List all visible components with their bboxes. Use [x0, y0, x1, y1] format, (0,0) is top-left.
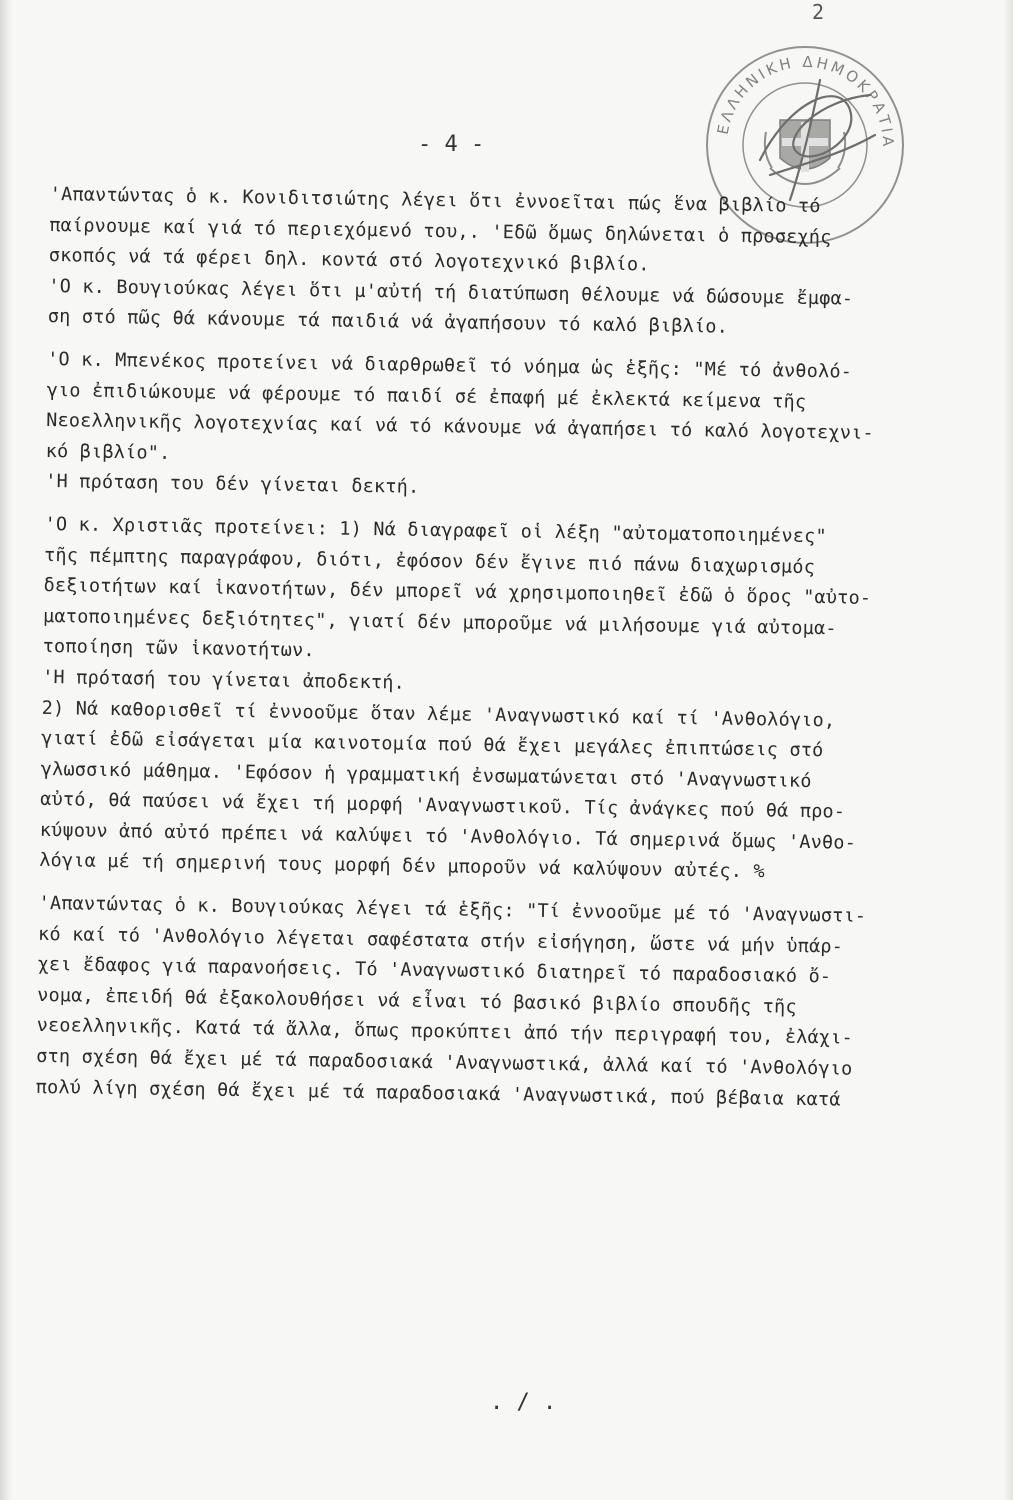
text-line: 'Η πρόταση του δέν γίνεται δεκτή. — [45, 471, 420, 499]
text-line: χει ἔδαφος γιά παρανοήσεις. Τό 'Αναγνωστικό διατηρεῖ τό παραδοσιακό ὄ- — [37, 954, 832, 988]
page-right-edge — [1003, 0, 1013, 1500]
text-line: γιο ἐπιδιώκουμε νά φέρουμε τό παιδί σέ ἐπαφή μέ ἐκλεκτά κείμενα τῆς — [46, 379, 807, 413]
text-line: νομα, ἐπειδή θά ἐξακολουθήσει νά εἶναι τό βασικό βιβλίο σπουδῆς τῆς — [37, 984, 797, 1018]
text-line: 'Ο κ. Βουγιούκας λέγει ὅτι μ'αὐτή τή διατύπωση θέλουμε νά δώσουμε ἔμφα- — [48, 275, 854, 310]
document-body — [35, 180, 999, 1118]
text-line: γιατί ἐδῶ εἰσάγεται μία καινοτομία πού θά ἔχει μεγάλες ἐπιπτώσεις στό — [41, 728, 824, 762]
text-line: κό βιβλίο". — [45, 440, 171, 464]
text-line: 'Ο κ. Μπενέκος προτείνει νά διαρθρωθεῖ τό νόημα ὡς ἑξῆς: "Μέ τό ἀνθολό- — [47, 348, 853, 383]
paragraph-block — [48, 180, 1000, 348]
text-line: τοποίηση τῶν ἱκανοτήτων. — [42, 636, 315, 662]
text-line: λόγια μέ τή σημερινή τους μορφή δέν μποροῦν νά καλύψουν αὐτές. % — [39, 850, 766, 883]
paragraph-block — [45, 345, 997, 513]
text-line: γλωσσικό μάθημα. 'Εφόσον ἡ γραμματική ἐνσωματώνεται στό 'Αναγνωστικό — [40, 758, 812, 792]
text-line: 2) Νά καθορισθεῖ τί ἐννοοῦμε ὅταν λέμε 'Αναγνωστικό καί τί 'Ανθολόγιο, — [41, 697, 836, 731]
page-left-edge — [0, 0, 12, 1500]
coat-of-arms-icon — [765, 120, 845, 184]
text-line: αὐτό, θά παύσει νά ἔχει τή μορφή 'Αναγνωστικοῦ. Τίς ἀνάγκες πού θά προ- — [40, 789, 846, 823]
text-line: παίρνουμε καί γιά τό περιεχόμενό του,. 'Εδῶ ὅμως δηλώνεται ὁ προσεχής — [49, 214, 832, 248]
text-line: πολύ λίγη σχέση θά ἔχει μέ τά παραδοσιακά 'Αναγνωστικά, πού βέβαια κατά — [35, 1076, 841, 1111]
text-line: νεοελληνικῆς. Κατά τά ἄλλα, ὅπως προκύπτει ἀπό τήν περιγραφή του, ἐλάχι- — [36, 1015, 854, 1050]
text-line: Νεοελληνικῆς λογοτεχνίας καί νά τό κάνουμε νά ἀγαπήσει τό καλό λογοτεχνι- — [46, 410, 874, 445]
text-line: 'Απαντώντας ὁ κ. Κονιδιτσιώτης λέγει ὅτι ἐννοεῖται πώς ἕνα βιβλίο τό — [49, 183, 821, 218]
text-line: δεξιοτήτων καί ἱκανοτήτων, δέν μπορεῖ νά χρησιμοποιηθεῖ ἐδῶ ὁ ὅρος "αὐτο- — [43, 575, 872, 610]
continuation-mark: . / . — [490, 1390, 557, 1415]
text-line: κύψουν ἀπό αὐτό πρέπει νά καλύψει τό 'Ανθολόγιο. Τά σημερινά ὅμως 'Ανθο- — [39, 819, 857, 854]
page-number: - 4 - — [418, 132, 485, 157]
paragraph-block — [35, 889, 988, 1118]
paragraph-block — [39, 510, 995, 892]
text-line: 'Απαντώντας ὁ κ. Βουγιούκας λέγει τά ἑξῆς: "Τί ἐννοοῦμε μέ τό 'Αναγνωστι- — [38, 892, 867, 927]
text-line: ση στό πῶς θά κάνουμε τά παιδιά νά ἀγαπήσουν τό καλό βιβλίο. — [47, 306, 729, 339]
text-line: στη σχέση θά ἔχει μέ τά παραδοσιακά 'Αναγνωστικά, ἀλλά καί τό 'Ανθολόγιο — [36, 1045, 853, 1080]
text-line: 'Η πρότασή του γίνεται ἀποδεκτή. — [42, 666, 406, 694]
corner-page-number: 2 — [812, 0, 825, 24]
text-line: σκοπός νά τά φέρει δηλ. κοντά στό λογοτεχνικό βιβλίο. — [48, 245, 650, 276]
text-line: ματοποιημένες δεξιότητες", γιατί δέν μποροῦμε νά μιλήσουμε γιά αὐτομα- — [42, 605, 837, 640]
seal-text: ΕΛΛΗΝΙΚΗ ΔΗΜΟΚΡΑΤΙΑ — [713, 52, 898, 150]
text-line: τῆς πέμπτης παραγράφου, διότι, ἐφόσον δέν ἔγινε πιό πάνω διαχωρισμός — [43, 544, 816, 578]
text-line: 'Ο κ. Χριστιᾶς προτείνει: 1) Νά διαγραφεῖ οἱ λέξη "αὐτοματοποιημένες" — [44, 513, 827, 548]
text-line: κό καί τό 'Ανθολόγιο λέγεται σαφέστατα στήν εἰσήγηση, ὥστε νά μήν ὑπάρ- — [37, 923, 844, 958]
